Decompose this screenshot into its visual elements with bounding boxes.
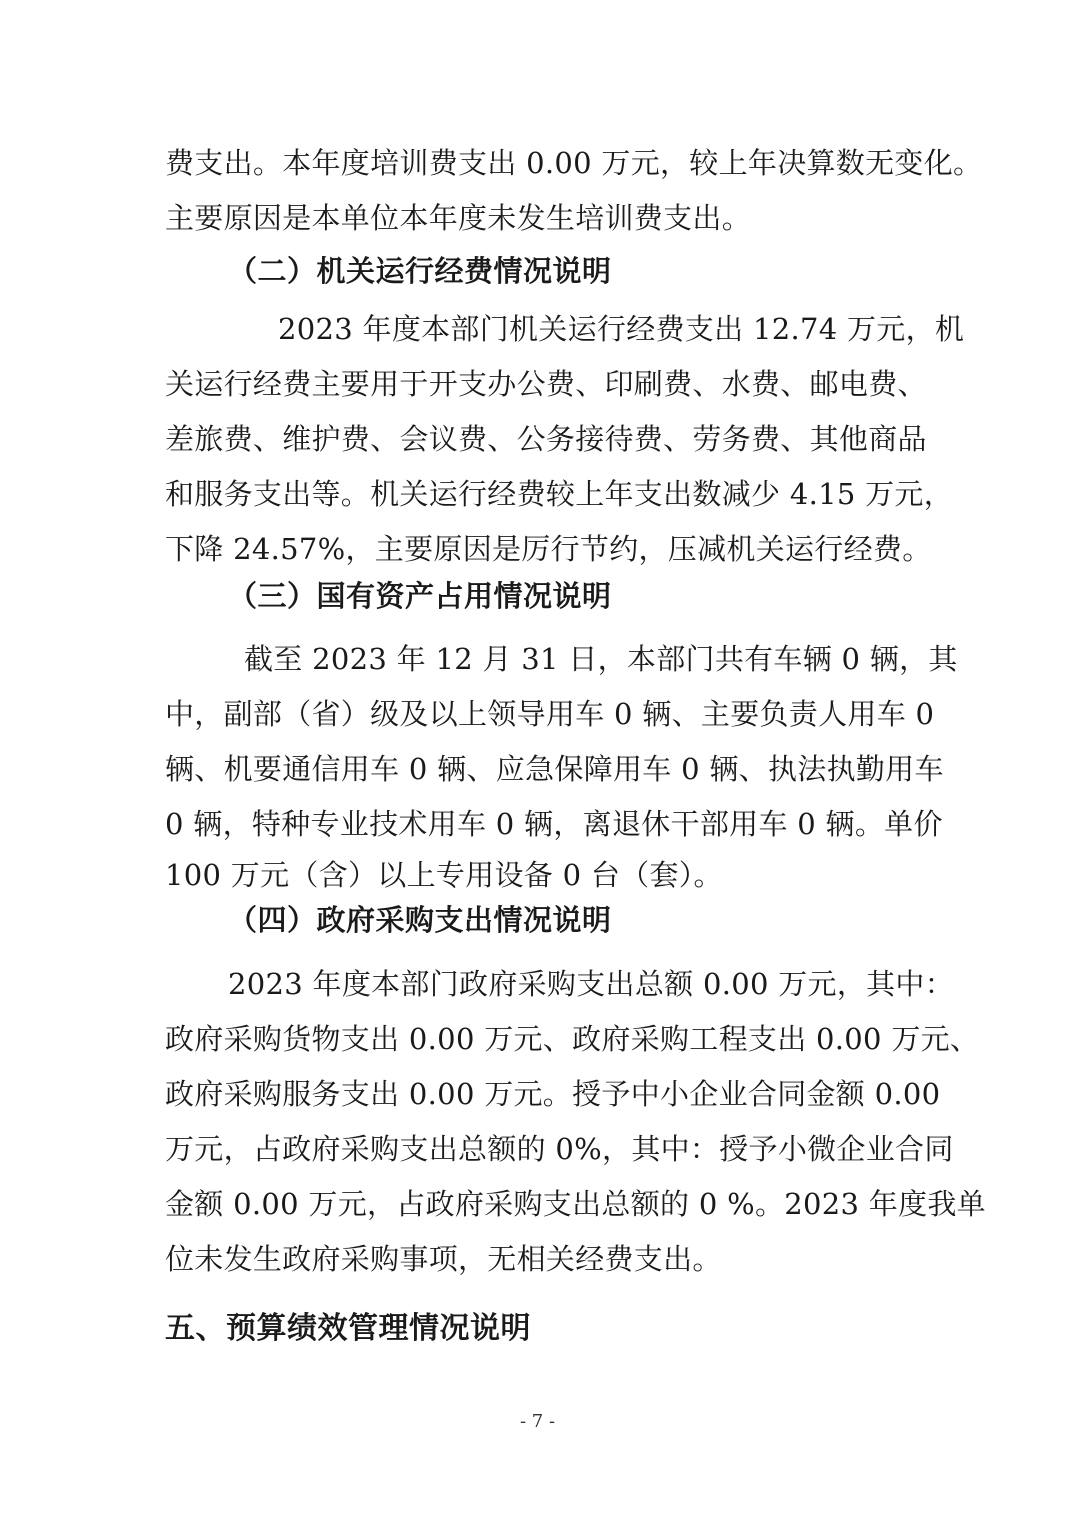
subsection-heading-operating-costs: （二）机关运行经费情况说明 bbox=[228, 254, 612, 288]
paragraph-line: 差旅费、维护费、会议费、公务接待费、劳务费、其他商品 bbox=[165, 422, 927, 456]
paragraph-line: 万元，占政府采购支出总额的 0%，其中：授予小微企业合同 bbox=[165, 1132, 954, 1166]
paragraph-line: 费支出。本年度培训费支出 0.00 万元，较上年决算数无变化。 bbox=[165, 146, 983, 180]
subsection-heading-procurement: （四）政府采购支出情况说明 bbox=[228, 903, 612, 937]
section-heading-performance: 五、预算绩效管理情况说明 bbox=[165, 1311, 531, 1346]
page-number: - 7 - bbox=[519, 1411, 556, 1432]
paragraph-line: 100 万元（含）以上专用设备 0 台（套）。 bbox=[165, 858, 723, 892]
paragraph-line: 0 辆，特种专业技术用车 0 辆，离退休干部用车 0 辆。单价 bbox=[165, 807, 943, 841]
subsection-heading-state-assets: （三）国有资产占用情况说明 bbox=[228, 579, 612, 613]
paragraph-line: 2023 年度本部门政府采购支出总额 0.00 万元，其中： bbox=[228, 967, 955, 1001]
paragraph-line: 中，副部（省）级及以上领导用车 0 辆、主要负责人用车 0 bbox=[165, 697, 935, 731]
paragraph-line: 辆、机要通信用车 0 辆、应急保障用车 0 辆、执法执勤用车 bbox=[165, 752, 944, 786]
paragraph-line: 关运行经费主要用于开支办公费、印刷费、水费、邮电费、 bbox=[165, 367, 927, 401]
paragraph-line: 主要原因是本单位本年度未发生培训费支出。 bbox=[165, 201, 752, 235]
paragraph-line: 金额 0.00 万元，占政府采购支出总额的 0 %。2023 年度我单 bbox=[165, 1187, 986, 1221]
paragraph-line: 截至 2023 年 12 月 31 日，本部门共有车辆 0 辆，其 bbox=[244, 642, 958, 676]
paragraph-line: 位未发生政府采购事项，无相关经费支出。 bbox=[165, 1242, 722, 1276]
paragraph-line: 政府采购货物支出 0.00 万元、政府采购工程支出 0.00 万元、 bbox=[165, 1022, 980, 1056]
paragraph-line: 政府采购服务支出 0.00 万元。授予中小企业合同金额 0.00 bbox=[165, 1077, 941, 1111]
paragraph-line: 2023 年度本部门机关运行经费支出 12.74 万元，机 bbox=[278, 312, 965, 346]
paragraph-line: 和服务支出等。机关运行经费较上年支出数减少 4.15 万元， bbox=[165, 477, 954, 511]
paragraph-line: 下降 24.57%，主要原因是厉行节约，压减机关运行经费。 bbox=[165, 532, 932, 566]
